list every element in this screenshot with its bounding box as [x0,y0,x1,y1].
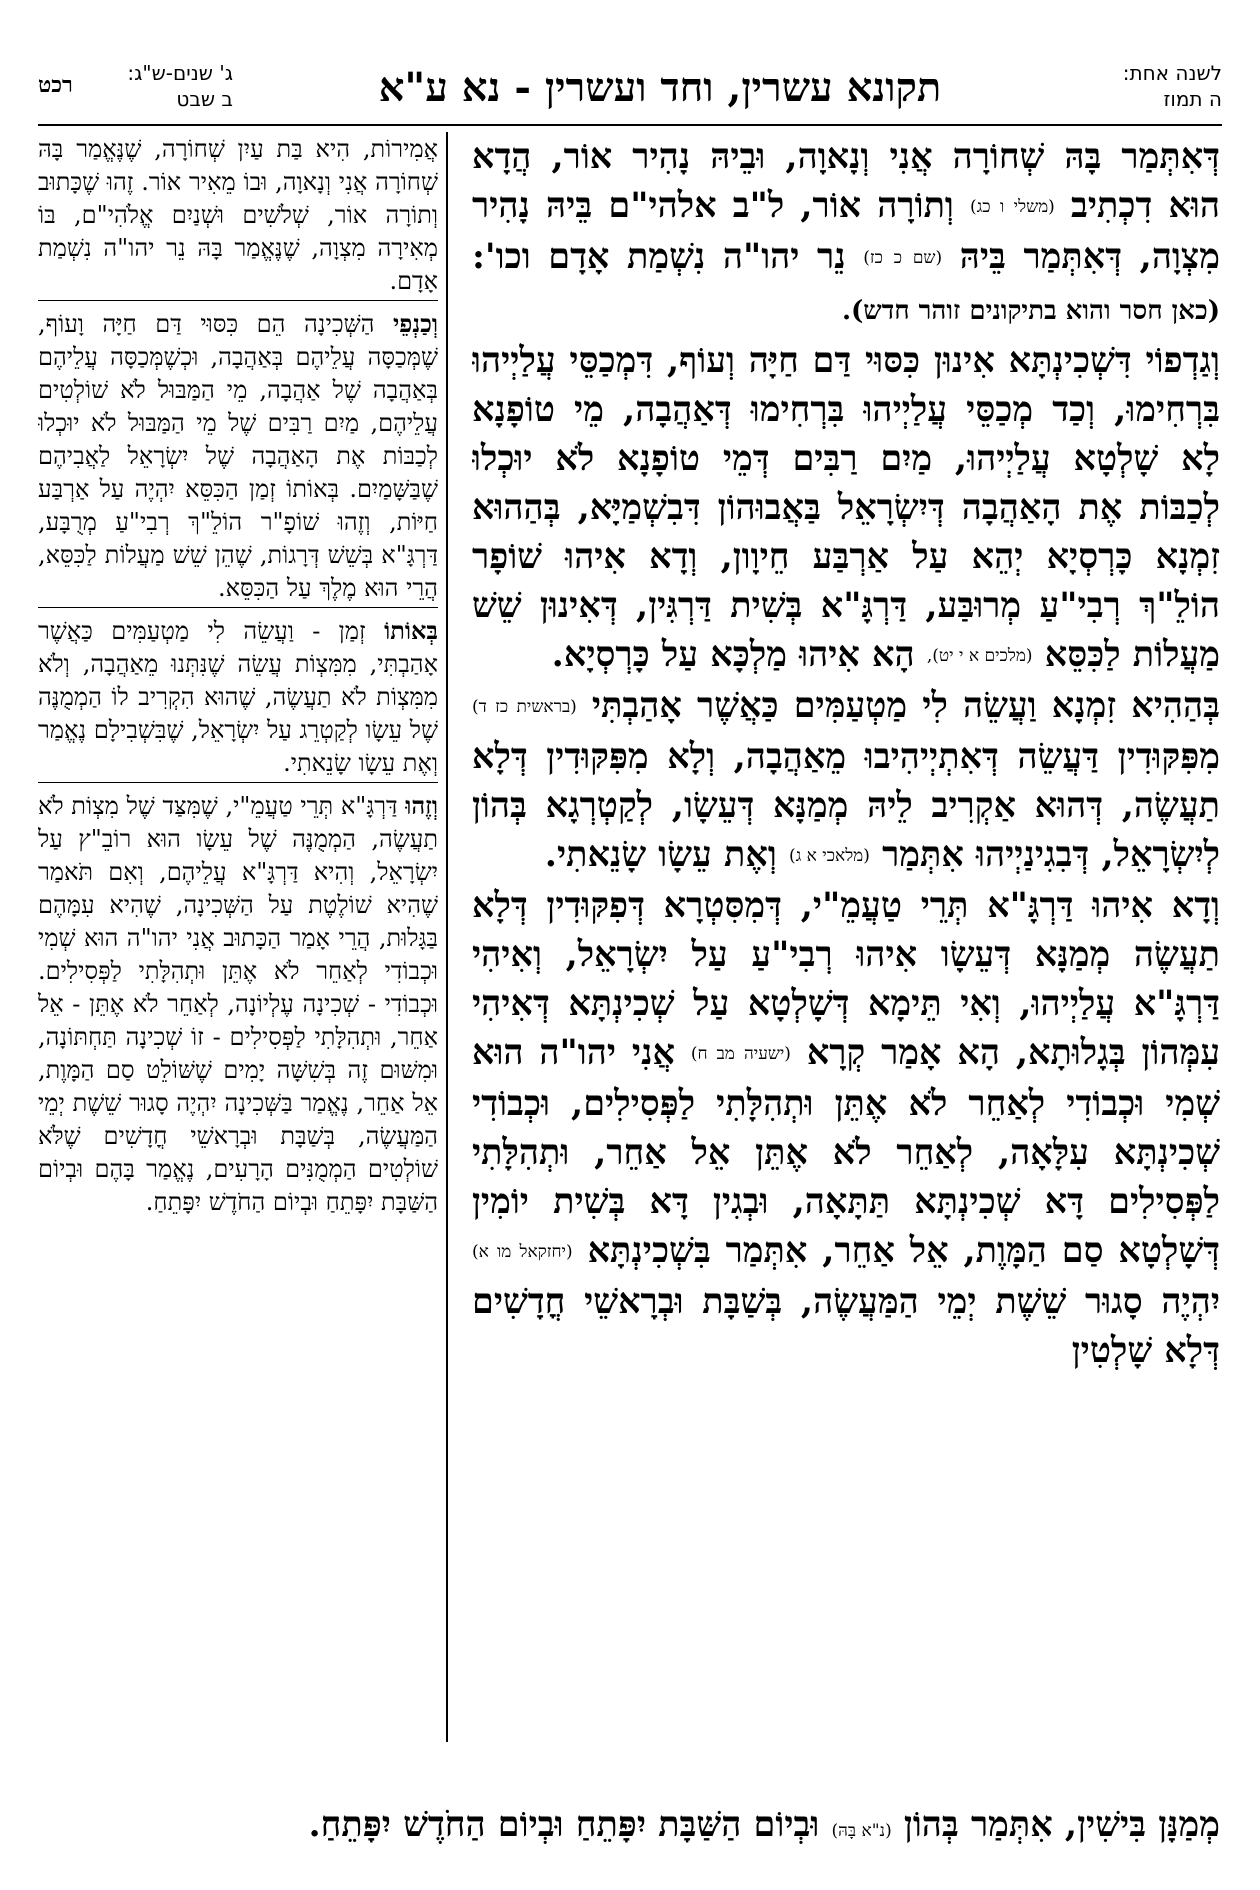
header-schedule-one-year [1102,60,1222,112]
verse-reference: (מלכים א י יט), [926,646,1033,666]
main-paragraph [472,336,1220,681]
main-text: וְאֶת עֵשָׂו שָׂנֵאתִי. [544,834,777,875]
main-text: וְגַדְפוֹי דִּשְׁכִינְתָּא אִינוּן כִּסּוּי דַּם חַיָּה וְעוֹף, דִּמְכַסֵּי עֲלַיְיהוּ בִּרְחִימוּ, וְכַד מְכַסֵּי עֲלַיְיהוּ בִּרְחִימוּ דְּאַהֲבָה, מֵי טוֹפָנָא לָא שָׁלְטָא עֲלַיְיהוּ, מַיִם רַבִּים דְּמֵי טוֹפָנָא לֹא יוּכְלוּ לְכַבּוֹת אֶת הָאַהֲבָה דְּיִשְׂרָאֵל בַּאֲבוּהוֹן דִּבִשְׁמַיָּא, בְּהַהוּא זִמְנָא כָּרְסְיָא יְהֵא עַל אַרְבַּע חֵיוָון, וְדָא אִיהוּ שׁוֹפָר הוֹלֵ"ךְ רְבִי"עַ מְרוּבַּע, דַּרְגָּ"א בְּשִׁית דַּרְגִּין, דְּאִינוּן שֵׁשׁ מַעֲלוֹת לַכִּסֵּא [472,340,1220,675]
verse-reference: (מלאכי א ג) [788,846,870,866]
main-text: בְּהַהִיא זִמְנָא וַעֲשֵׂה לִי מַטְעַמִּים כַּאֲשֶׁר אָהַבְתִּי [591,685,1220,726]
translation-paragraph [38,789,438,1219]
verse-reference: (ישעיה מב ח) [690,1044,791,1064]
header-schedule-three-years [108,60,233,112]
main-text: וּבְיוֹם הַשַּׁבָּת יִפָּתֵחַ וּבְיוֹם הַחֹדֶשׁ יִפָּתֵחַ. [308,1804,820,1845]
paragraph-lead-word: בְּאוֹתוֹ [384,616,438,645]
main-text: נֵר יהו"ה נִשְׁמַת אָדָם וכו': [472,236,846,277]
translation-text: אֲמִירוֹת, הִיא בַּת עַיִן שְׁחוֹרָה, שֶׁנֶּאֱמַר בָּהּ שְׁחוֹרָה אֲנִי וְנָאוָה, וּבוֹ מֵאִיר אוֹר. זֶהוּ שֶׁכָּתוּב וְתוֹרָה אוֹר, שְׁלֹשִׁים וּשְׁנַיִם אֱלֹהִי"ם, בּוֹ מְאִירָה מִצְוָה, שֶׁנֶּאֱמַר בָּהּ נֵר יהו"ה נִשְׁמַת אָדָם. [38,135,438,295]
main-text-column [472,132,1220,1742]
translation-text: דַּרְגָּ"א תְּרֵי טַעֲמֵ"י, שֶׁמִּצַּד שֶׁל מִצְוֹת לֹא תַעֲשֶׂה, הַמְמֻנֶּה שֶׁל עֵשָׂו הוּא רוֹבֵ"ץ עַל יִשְׂרָאֵל, וְהִיא דַּרְגָּ"א עֲלֵיהֶם, וְאִם תֹּאמַר שֶׁהִיא שׁוֹלֶטֶת עַל הַשְּׁכִינָה, שֶׁהִיא עִמָּהֶם בַּגָּלוּת, הֲרֵי אָמַר הַכָּתוּב אֲנִי יהו"ה הוּא שְׁמִי וּכְבוֹדִי לְאַחֵר לֹא אֶתֵּן וּתְהִלָּתִי לַפְּסִילִים. וּכְבוֹדִי - שְׁכִינָה עֶלְיוֹנָה, לְאַחֵר לֹא אֶתֵּן - אֵל אַחֵר, וּתְהִלָּתִי לַפְּסִילִים - זוֹ שְׁכִינָה תַּחְתּוֹנָה, וּמִשּׁוּם זֶה בְּשִׁשָּׁה יָמִים שֶׁשּׁוֹלֵט סַם הַמָּוֶת, אֵל אַחֵר, נֶאֱמַר בַּשְּׁכִינָה יִהְיֶה סָגוּר שֵׁשֶׁת יְמֵי הַמַּעֲשֶׂה, בְּשַׁבָּת וּבְרָאשֵׁי חֳדָשִׁים שֶׁלֹּא שׁוֹלְטִים הַמְמֻנִּים הָרָעִים, נֶאֱמַר בָּהֶם וּבְיוֹם הַשַּׁבָּת יִפָּתֵחַ וּבְיוֹם הַחֹדֶשׁ יִפָּתֵחַ. [38,792,438,1216]
main-paragraph [472,132,1220,336]
main-paragraph [472,681,1220,881]
closing-line [38,1800,1220,1856]
main-text: הָא אִיהוּ מַלְכָּא עַל כָּרְסְיָא. [551,634,915,675]
main-paragraph [472,881,1220,1375]
translation-text: הַשְּׁכִינָה הֵם כִּסּוּי דַּם חַיָּה וָעוֹף, שֶׁמְּכַסָּה עֲלֵיהֶם בְּאַהֲבָה, וּכְשֶׁמְּכַסָּה עֲלֵיהֶם בְּאַהֲבָה שֶׁל אַהֲבָה, מֵי הַמַּבּוּל לֹא שׁוֹלְטִים עֲלֵיהֶם, מַיִם רַבִּים שֶׁל מֵי הַמַּבּוּל לֹא יוּכְלוּ לְכַבּוֹת אֶת הָאַהֲבָה שֶׁל יִשְׂרָאֵל לַאֲבִיהֶם שֶׁבַּשָּׁמַיִם. בְּאוֹתוֹ זְמַן הַכִּסֵּא יִהְיֶה עַל אַרְבַּע חַיּוֹת, וְזֶהוּ שׁוֹפָ"ר הוֹלֵ"ךְ רְבִי"עַ מְרֻבָּע, דַּרְגָּ"א בְּשֵׁשׁ דְּרָגוֹת, שֶׁהֵן שֵׁשׁ מַעֲלוֹת לַכִּסֵּא, הֲרֵי הוּא מֶלֶךְ עַל הַכִּסֵּא. [38,310,438,602]
header-rule [38,124,1222,126]
translation-text: זְמַן - וַעֲשֵׂה לִי מַטְעַמִּים כַּאֲשֶׁר אָהַבְתִּי, מִמִּצְוֹת עֲשֵׂה שֶׁנִּתְּנוּ מֵאַהֲבָה, וְלֹא מִמִּצְוֹת לֹא תַעֲשֶׂה, שֶׁהוּא הִקְרִיב לוֹ הַמְמֻנֶּה שֶׁל עֵשָׂו לְקַטְרֵג עַל יִשְׂרָאֵל, שֶׁבִּשְׁבִילָם נֶאֱמַר וְאֶת עֵשָׂו שָׂנֵאתִי. [38,617,438,777]
verse-reference: (בראשית כז ד) [472,697,577,717]
main-text: וְדָא אִיהוּ דַּרְגָּ"א תְּרֵי טַעֲמֵ"י, דְּמִסִּטְרָא דְּפִקּוּדִין דְּלָא תַעֲשֶׂה מְמַנָּא דְּעֵשָׂו אִיהוּ רְבִי"עַ עַל יִשְׂרָאֵל, וְאִיהִי דַּרְגָּ"א עֲלַיְיהוּ, וְאִי תֵּימָא דְּשָׁלְטָא עַל שְׁכִינְתָּא דְּאִיהִי עִמְּהוֹן בְּגָלוּתָא, הָא אָמַר קְרָא [472,885,1220,1073]
main-text: מִפִּקּוּדִין דַּעֲשֵׂה דְּאִתְיְיהִיבוּ מֵאַהֲבָה, וְלָא מִפִּקּוּדִין דְּלָא תַעֲשֶׂה, דְּהוּא אַקְרִיב לֵיהּ מְמַנָּא דְּעֵשָׂו, לְקַטְרְגָא בְּהוֹן לְיִשְׂרָאֵל, דְּבִגִינַיְיהוּ אִתְּמַר [472,736,1220,875]
translation-paragraph [38,614,438,783]
verse-reference: (יחזקאל מו א) [472,1242,573,1262]
header-left-date: ב שבט [176,87,233,111]
main-text: דְּאִתְּמַר בָּהּ שְׁחוֹרָה אֲנִי וְנָאוָה, וּבֵיהּ נָהִיר אוֹר, הֲדָא הוּא דִכְתִיב [472,136,1220,226]
main-text: אֲנִי יהו"ה הוּא שְׁמִי וּכְבוֹדִי לְאַחֵר לֹא אֶתֵּן וּתְהִלָּתִי לַפְּסִילִים, וּכְבוֹדִי שְׁכִינְתָּא עִלָּאָה, לְאַחֵר לֹא אֶתֵּן אֵל אַחֵר, וּתְהִלָּתִי לַפְּסִילִים דָּא שְׁכִינְתָּא תַּתָּאָה, וּבְגִין דָּא בְּשִׁית יוֹמִין דְּשָׁלְטָא סַם הַמָּוֶת, אֵל אַחֵר, אִתְּמַר בִּשְׁכִינְתָּא [472,1032,1220,1271]
page-title: תקונא עשרין, וחד ועשרין - נא ע"א [378,64,942,111]
header-right-date: ה תמוז [1163,87,1222,111]
paragraph-lead-word: וְכַנְפֵי [392,309,438,338]
main-text: יִהְיֶה סָגוּר שֵׁשֶׁת יְמֵי הַמַּעֲשֶׂה, בְּשַׁבָּת וּבְרָאשֵׁי חֳדָשִׁים דְּלָא שָׁלְטִין [472,1281,1220,1371]
header-right-label: לשנה אחת: [1122,61,1222,85]
verse-reference: (שם כ כז) [863,248,943,268]
page-number: רכט [38,72,73,98]
translation-paragraph [38,132,438,301]
variant-reading: (נ"א בָּהּ) [831,1821,892,1841]
main-text: וְתוֹרָה אוֹר, ל"ב אלהי"ם בֵּיהּ נָהִיר מִצְוָה, דְּאִתְּמַר בֵּיהּ [472,185,1220,277]
page-header [38,60,1222,122]
translation-column [38,132,438,1732]
column-divider [446,132,448,1742]
header-left-label: ג' שנים-ש"ג: [127,61,233,85]
verse-reference: (משלי ו כג) [970,197,1055,217]
translation-paragraph [38,307,438,608]
editorial-note: (כאן חסר והוא בתיקונים זוהר חדש). [841,296,1220,326]
main-text: מְמַנָּן בִּישִׁין, אִתְּמַר בְּהוֹן [903,1804,1220,1845]
paragraph-lead-word: וְזֶהוּ [405,791,438,820]
